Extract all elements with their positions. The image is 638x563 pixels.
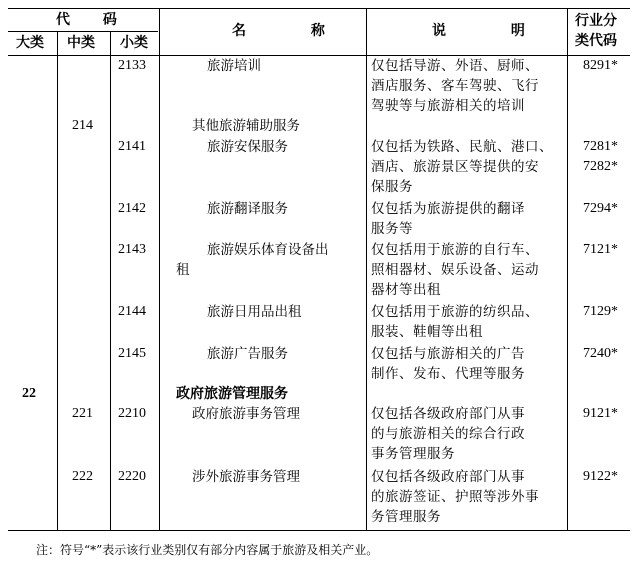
col-divider	[110, 31, 111, 530]
description-line: 酒店、旅游景区等提供的安	[371, 159, 539, 175]
item-name: 政府旅游事务管理	[192, 406, 300, 422]
industry-code: 7129*	[583, 304, 618, 319]
item-name: 旅游日用品出租	[207, 304, 302, 320]
header-code: 代 码	[56, 12, 131, 28]
header-major: 大类	[16, 35, 44, 51]
item-name: 政府旅游管理服务	[176, 386, 288, 402]
description-line: 的旅游签证、护照等涉外事	[371, 489, 539, 505]
item-name: 旅游安保服务	[207, 139, 288, 155]
middle-code: 214	[72, 118, 93, 133]
description-line: 服装、鞋帽等出租	[371, 324, 483, 340]
industry-code: 9122*	[583, 469, 618, 484]
minor-code: 2142	[118, 201, 146, 216]
industry-code: 7282*	[583, 159, 618, 174]
header-industry-code-1: 行业分	[575, 13, 617, 29]
table-bottom-rule	[8, 530, 630, 531]
description-line: 保服务	[371, 179, 413, 195]
description-line: 的与旅游相关的综合行政	[371, 426, 525, 442]
item-name-wrap: 租	[176, 262, 190, 278]
description-line: 仅包括与旅游相关的广告	[371, 346, 525, 362]
code-group-rule	[8, 31, 158, 32]
description-line: 事务管理服务	[371, 446, 455, 462]
industry-code: 7281*	[583, 139, 618, 154]
description-line: 务管理服务	[371, 509, 441, 525]
col-divider	[57, 31, 58, 530]
description-line: 器材等出租	[371, 282, 441, 298]
table-top-rule	[8, 8, 630, 9]
header-minor: 小类	[120, 35, 148, 51]
minor-code: 2143	[118, 242, 146, 257]
col-divider	[366, 8, 367, 530]
minor-code: 2210	[118, 406, 146, 421]
header-desc: 说 明	[432, 23, 555, 39]
description-line: 照相器材、娱乐设备、运动	[371, 262, 539, 278]
footnote: 注：符号“*”表示该行业类别仅有部分内容属于旅游及相关产业。	[36, 543, 379, 557]
col-divider	[159, 8, 160, 530]
description-line: 仅包括用于旅游的自行车、	[371, 242, 539, 258]
minor-code: 2133	[118, 58, 146, 73]
minor-code: 2141	[118, 139, 146, 154]
minor-code: 2144	[118, 304, 146, 319]
industry-code: 7240*	[583, 346, 618, 361]
item-name: 旅游翻译服务	[207, 201, 288, 217]
middle-code: 221	[72, 406, 93, 421]
item-name: 旅游娱乐体育设备出	[207, 242, 329, 258]
col-divider	[567, 8, 568, 530]
industry-code: 7121*	[583, 242, 618, 257]
minor-code: 2145	[118, 346, 146, 361]
industry-code: 7294*	[583, 201, 618, 216]
industry-code: 8291*	[583, 58, 618, 73]
industry-code: 9121*	[583, 406, 618, 421]
item-name: 涉外旅游事务管理	[192, 469, 300, 485]
item-name: 旅游广告服务	[207, 346, 288, 362]
description-line: 仅包括各级政府部门从事	[371, 406, 525, 422]
middle-code: 222	[72, 469, 93, 484]
minor-code: 2220	[118, 469, 146, 484]
description-line: 仅包括用于旅游的纺织品、	[371, 304, 539, 320]
header-middle: 中类	[67, 35, 95, 51]
item-name: 其他旅游辅助服务	[192, 118, 300, 134]
description-line: 酒店服务、客车驾驶、飞行	[371, 78, 539, 94]
description-line: 制作、发布、代理等服务	[371, 366, 525, 382]
description-line: 服务等	[371, 221, 413, 237]
header-name: 名 称	[232, 23, 355, 39]
description-line: 仅包括导游、外语、厨师、	[371, 58, 539, 74]
header-industry-code-2: 类代码	[575, 33, 617, 49]
description-line: 驾驶等与旅游相关的培训	[371, 98, 525, 114]
item-name: 旅游培训	[207, 58, 261, 74]
description-line: 仅包括为旅游提供的翻译	[371, 201, 525, 217]
description-line: 仅包括各级政府部门从事	[371, 469, 525, 485]
description-line: 仅包括为铁路、民航、港口、	[371, 139, 553, 155]
major-code: 22	[22, 386, 36, 401]
